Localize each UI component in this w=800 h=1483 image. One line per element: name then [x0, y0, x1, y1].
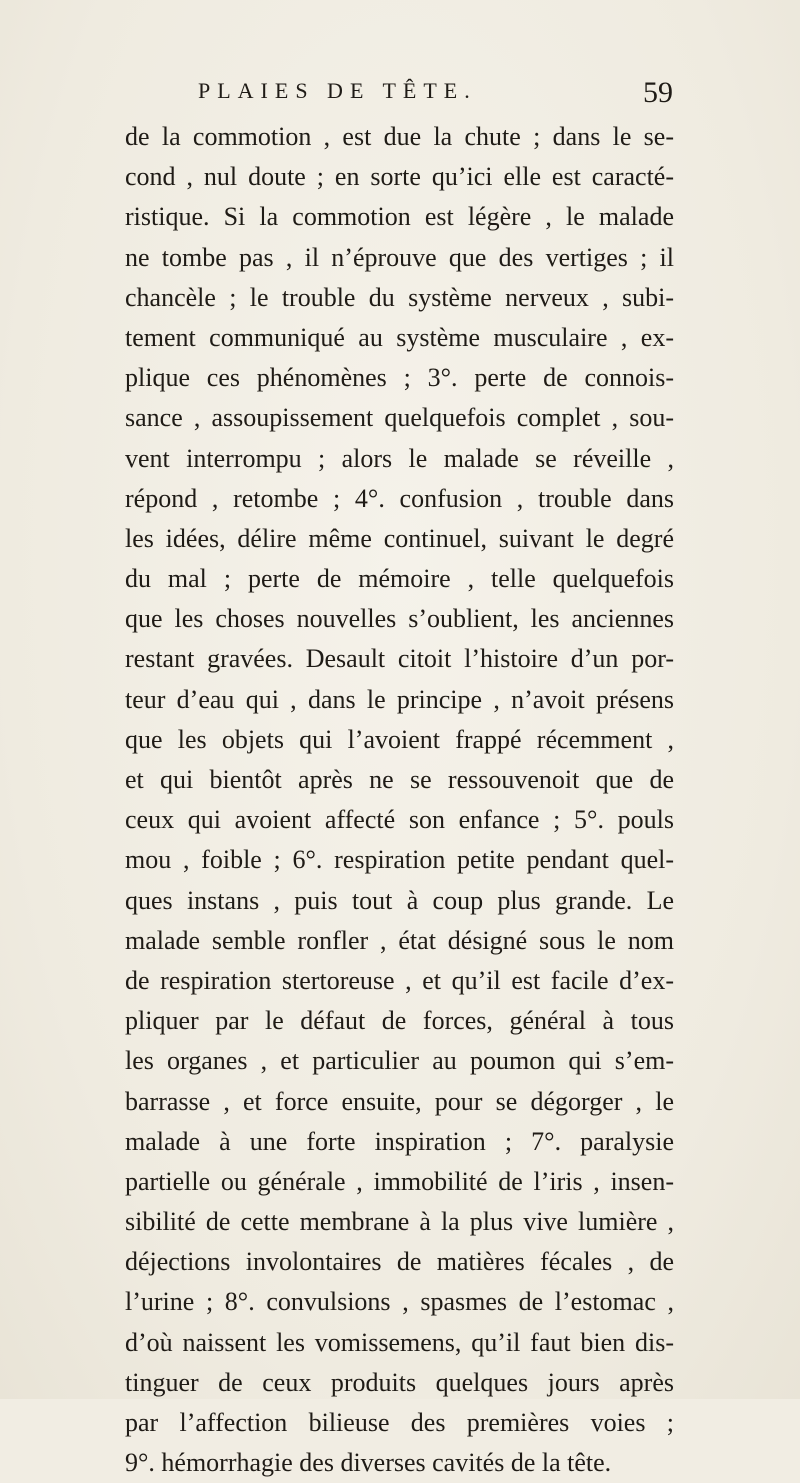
text-line: et qui bientôt après ne se ressouvenoit que de	[125, 765, 674, 794]
text-line: sibilité de cette membrane à la plus vive lumière ,	[125, 1207, 674, 1237]
body-text	[125, 117, 674, 1483]
text-line: de la commotion , est due la chute ; dans le se-	[125, 122, 674, 151]
text-line: tement communiqué au système musculaire , ex-	[125, 322, 674, 352]
text-line: mou , foible ; 6°. respiration petite pendant quel-	[125, 845, 674, 875]
text-line: malade semble ronfler , état désigné sous le nom	[125, 925, 674, 955]
text-line: restant gravées. Desault citoit l’histoire d’un por-	[125, 644, 674, 674]
text-line: ristique. Si la commotion est légère , le malade	[125, 202, 674, 232]
text-line: chancèle ; le trouble du système nerveux , subi-	[125, 282, 674, 312]
text-line: ne tombe pas , il n’éprouve que des vertiges ; il	[125, 242, 674, 272]
text-line: 9°. hémorrhagie des diverses cavités de la tête.	[125, 1448, 612, 1478]
text-line: partielle ou générale , immobilité de l’iris , insen-	[125, 1166, 674, 1196]
text-line: teur d’eau qui , dans le principe , n’avoit présens	[125, 684, 674, 714]
running-title: PLAIES DE TÊTE.	[198, 78, 477, 103]
text-line: répond , retombe ; 4°. confusion , trouble dans	[125, 483, 674, 513]
text-line: malade à une forte inspiration ; 7°. paralysie	[125, 1126, 674, 1156]
text-line: l’urine ; 8°. convulsions , spasmes de l’estomac ,	[125, 1287, 674, 1317]
text-line: plique ces phénomènes ; 3°. perte de connois-	[125, 363, 674, 393]
text-line: pliquer par le défaut de forces, général à tous	[125, 1006, 674, 1036]
page-number: 59	[643, 76, 673, 109]
text-line: les organes , et particulier au poumon qui s’em-	[125, 1046, 674, 1076]
text-line: de respiration stertoreuse , et qu’il est facile d’ex-	[125, 965, 674, 995]
text-line: que les objets qui l’avoient frappé récemment ,	[125, 724, 674, 754]
text-line: du mal ; perte de mémoire , telle quelquefois	[125, 564, 674, 594]
text-line: ques instans , puis tout à coup plus grande. Le	[125, 885, 674, 915]
text-line: ceux qui avoient affecté son enfance ; 5°. pouls	[125, 805, 674, 835]
text-line: vent interrompu ; alors le malade se réveille ,	[125, 443, 674, 473]
text-line: les idées, délire même continuel, suivant le degré	[125, 523, 674, 553]
text-line: barrasse , et force ensuite, pour se dégorger , le	[125, 1086, 674, 1116]
text-line: sance , assoupissement quelquefois complet , sou-	[125, 403, 674, 433]
text-line: que les choses nouvelles s’oublient, les anciennes	[125, 604, 674, 634]
text-line: d’où naissent les vomissemens, qu’il faut bien dis-	[125, 1327, 674, 1357]
text-line: cond , nul doute ; en sorte qu’ici elle est caracté-	[125, 162, 674, 192]
text-line: par l’affection bilieuse des premières voies ;	[125, 1408, 674, 1437]
text-line: déjections involontaires de matières fécales , de	[125, 1247, 674, 1277]
text-line: tinguer de ceux produits quelques jours après	[125, 1367, 674, 1397]
